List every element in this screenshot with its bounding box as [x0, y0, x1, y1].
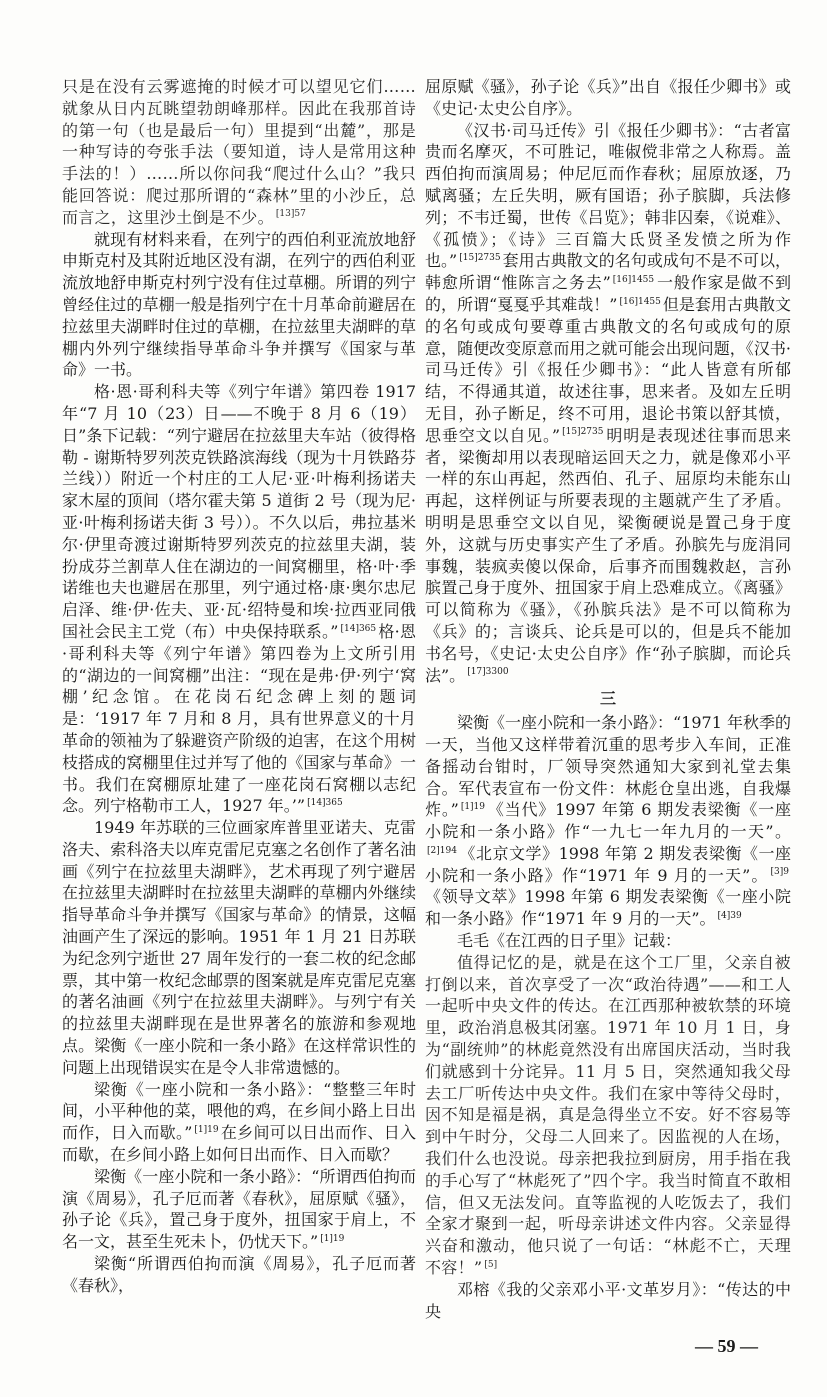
citation-reference: [3]9: [770, 867, 789, 878]
paragraph-text: 《领导文萃》1998 年第 6 期发表梁衡《一座小院和一条小路》作“1971 年 9 月的一天”。: [425, 887, 791, 929]
paragraph-text: 就现有材料来看，在列宁的西伯利亚流放地舒申斯克村及其附近地区没有湖，在列宁的西伯利亚流放地舒申斯克村列宁没有住过草棚。所谓的列宁曾经住过的草棚一般是指列宁在十月革命前避居在拉兹里夫湖畔时住过的草棚，在拉兹里夫湖畔的草棚内外列宁继续指导革命斗争并撰写《国家与革命》一书。: [62, 229, 416, 380]
paragraph: [62, 1253, 416, 1297]
paragraph-text: 值得记忆的是，就是在这个工厂里，父亲自被打倒以来，首次享受了一次“政治待遇”——和工人一起听中央文件的传达。在江西那种被软禁的环境里，政治消息极其闭塞。1971 年 10 月 1 日，身为“副统帅”的林彪竟然没有出席国庆活动，当时我们就感到十分诧异。11 月 5 日，突然通知我父母去工厂听传达中央文件。我们在家中等待父母时，因不知是福是祸，真是急得坐立不安。好不容易等到中午时分，父母二人回来了。因监视的人在场，我们什么也没说。母亲把我拉到厨房，用手指在我的手心写了“林彪死了”四个字。我当时简直不敢相信，但又无法发问。直等监视的人吃饭去了，我们全家才聚到一起，听母亲讲述文件内容。父亲显得兴奋和激动，他只说了一句话：“林彪不亡，天理不容！”: [425, 952, 791, 1278]
text-columns: [62, 76, 827, 1322]
citation-reference: [16]1455: [612, 274, 655, 285]
paragraph: [62, 1166, 416, 1253]
paragraph: [425, 712, 791, 930]
paragraph-text: 《汉书·司马迁传》引《报任少卿书》：“古者富贵而名摩灭，不可胜记，唯俶傥非常之人称焉。盖西伯拘而演周易；仲尼厄而作春秋；屈原放逐，乃赋离骚；左丘失明，厥有国语；孙子膑脚，兵法修列；不韦迁蜀，世传《吕览》；韩非囚秦，《说难》、《孤愤》；《诗》三百篇大氐贤圣发愤之所为作也。”: [425, 120, 791, 271]
citation-reference: [5]: [484, 1259, 498, 1270]
paragraph-text: 1949 年苏联的三位画家库普里亚诺夫、克雷洛夫、索科洛夫以库克雷尼克塞之名创作了著名油画《列宁在拉兹里夫湖畔》，艺术再现了列宁避居在拉兹里夫湖畔时在拉兹里夫湖畔的草棚内外继续指导革命斗争并撰写《国家与革命》的情景，这幅油画产生了深远的影响。1951 年 1 月 21 日苏联为纪念列宁逝世 27 周年发行的一套二枚的纪念邮票，其中第一枚纪念邮票的图案就是库克雷尼克塞的著名油画《列宁在拉兹里夫湖畔》。与列宁有关的拉兹里夫湖畔现在是世界著名的旅游和参观地点。梁衡《一座小院和一条小路》在这样常识性的问题上出现错误实在是令人非常遗憾的。: [62, 818, 416, 1077]
paragraph-text: 梁衡《一座小院和一条小路》：“所谓西伯拘而演《周易》，孔子厄而著《春秋》，屈原赋《骚》，孙子论《兵》，置己身于度外，扭国家于肩上，不名一文，甚至生死未卜，仍忧天下。”: [62, 1166, 416, 1252]
paragraph-text: 格·恩·哥利科夫等《列宁年谱》第四卷 1917 年“7 月 10（23）日——不晚于 8 月 6（19）日”条下记载：“列宁避居在拉兹里夫车站（彼得格勒 - 谢斯特罗列茨克铁路滨海线（现为十月铁路芬兰线））附近一个村庄的工人尼·亚·叶梅利扬诺夫家木屋的顶间（塔尔霍夫第 5 道街 2 号（现为尼·亚·叶梅利扬诺夫街 3 号））。不久以后，弗拉基米尔·伊里奇渡过谢斯特罗列茨克的拉兹里夫湖，装扮成芬兰割草人住在湖边的一间窝棚里，格·叶·季诺维也夫也避居在那里，列宁通过格·康·奥尔忠尼启泽、维·伊·佐夫、亚·瓦·绍特曼和埃·拉西亚同俄国社会民主工党（布）中央保持联系。”: [62, 382, 416, 641]
right-column: [425, 76, 791, 1322]
paragraph: [425, 120, 791, 687]
paragraph-text: 格·恩·哥利科夫等《列宁年谱》第四卷为上文所引用的“湖边的一间窝棚”出注：“现在是弗·伊·列宁‘窝棚’纪念馆。在花岗石纪念碑上刻的题词是：‘1917 年 7 月和 8 月，具有世界意义的十月革命的领袖为了躲避资产阶级的迫害，在这个用树枝搭成的窝棚里住过并写了他的《国家与革命》一书。我们在窝棚原址建了一座花岗石窝棚以志纪念。列宁格勒市工人，1927 年。’”: [62, 621, 416, 816]
quoted-passage: [62, 76, 416, 229]
citation-reference: [16]1455: [619, 296, 661, 307]
citation-reference: [1]19: [460, 801, 486, 812]
citation-reference: [1]19: [194, 1124, 219, 1135]
citation-reference: [15]2735: [562, 427, 604, 438]
section-heading: [425, 688, 791, 710]
citation-reference: [14]365: [340, 623, 377, 634]
paragraph-text: 梁衡《一座小院和一条小路》：“整整三年时间，小平种他的菜，喂他的鸡，在乡间小路上日出而作，日入而歇。”: [62, 1079, 416, 1143]
paragraph: [425, 76, 791, 120]
paragraph: [62, 1079, 416, 1166]
citation-reference: [17]3300: [467, 667, 509, 678]
paragraph: [425, 930, 791, 952]
citation-reference: [4]39: [717, 910, 742, 921]
paragraph: [62, 817, 416, 1079]
paragraph-text: 明明是表现述往事而思来者，梁衡却用以表现暗运回天之力，就是像邓小平一样的东山再起，然西伯、孔子、屈原均未能东山再起，这样例证与所要表现的主题就产生了矛盾。明明是思垂空文以自见，梁衡硬说是置己身于度外，这就与历史事实产生了矛盾。孙膑先与庞涓同事魏，装疯卖傻以保命，后事齐而围魏救赵，言孙膑置己身于度外、扭国家于肩上恐难成立。《离骚》可以简称为《骚》，《孙膑兵法》是不可以简称为《兵》的；言谈兵、论兵是可以的，但是兵不能加书名号，《史记·太史公自序》作“孙子膑脚，而论兵法”。: [425, 425, 791, 685]
paragraph-text: 三: [599, 689, 616, 709]
paragraph-text: 在乡间可以日出而作、日入而歇，在乡间小路上如何日出而作、日入而歇？: [62, 1123, 416, 1165]
page-number: — 59 —: [695, 1336, 758, 1357]
paragraph-text: 毛毛《在江西的日子里》记载：: [457, 931, 682, 951]
paragraph-text: 邓榕《我的父亲邓小平·文革岁月》：“传达的中央: [425, 1279, 791, 1321]
citation-reference: [2]194: [427, 845, 457, 856]
paragraph-text: 《当代》1997 年第 6 期发表梁衡《一座小院和一条小路》作“一九七一年九月的一天”。: [425, 800, 791, 842]
paragraph: [425, 1279, 791, 1323]
citation-reference: [13]57: [275, 209, 306, 220]
paragraph-text: 套用古典散文的名句或成句不是不可以，韩愈所谓“惟陈言之务去”: [425, 251, 791, 293]
paragraph-text: 只是在没有云雾遮掩的时候才可以望见它们……就象从日内瓦眺望勃朗峰那样。因此在我那首诗的第一句（也是最后一句）里提到“出麓”，那是一种写诗的夸张手法（要知道，诗人是常用这种手法的！）……所以你问我“爬过什么山？”我只能回答说：爬过那所谓的“森林”里的小沙丘，总而言之，这里沙土倒是不少。: [62, 77, 416, 227]
paragraph-text: 梁衡“所谓西伯拘而演《周易》，孔子厄而著《春秋》，: [62, 1254, 416, 1295]
citation-reference: [14]365: [307, 797, 343, 808]
paragraph-text: 一般作家是做不到的，所谓“戛戛乎其难哉！”: [425, 273, 791, 314]
citation-reference: [15]2735: [459, 253, 501, 264]
paragraph-text: 《北京文学》1998 年第 2 期发表梁衡《一座小院和一条小路》作“1971 年 9 月的一天”。: [425, 843, 791, 885]
paragraph: [62, 381, 416, 817]
paragraph-text: 屈原赋《骚》，孙子论《兵》”出自《报任少卿书》或《史记·太史公自序》。: [425, 77, 791, 118]
quoted-passage: [425, 952, 791, 1279]
paragraph-text: 但是套用古典散文的名句或成句要尊重古典散文的名句或成句的原意，随便改变原意而用之就可能会出现问题，《汉书·司马迁传》引《报任少卿书》：“此人皆意有所郁结，不得通其道，故述往事，思来者。及如左丘明无目，孙子断足，终不可用，退论书策以舒其愤，思垂空文以自见。”: [425, 294, 791, 445]
paragraph-text: 梁衡《一座小院和一条小路》：“1971 年秋季的一天，当他又这样带着沉重的思考步入车间，正准备摇动台钳时，厂领导突然通知大家到礼堂去集合。军代表宣布一份文件：林彪仓皇出逃，自我爆炸。”: [425, 713, 791, 820]
paragraph: [62, 229, 416, 382]
citation-reference: [1]19: [320, 1233, 345, 1244]
